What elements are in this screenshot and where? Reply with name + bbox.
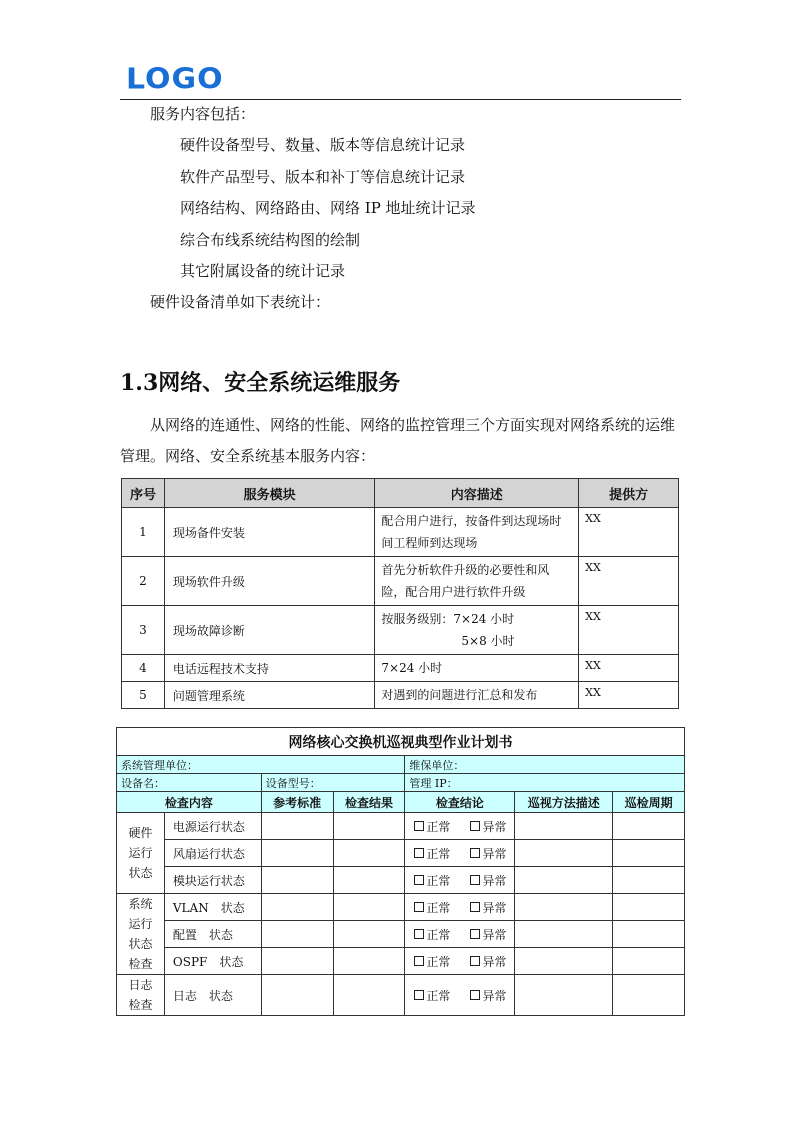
method-cell[interactable] [515,948,613,975]
abnormal-label: 异常 [482,846,507,861]
row-number: 3 [122,606,165,655]
inspection-form [116,727,685,1016]
column-header: 服务模块 [164,479,374,508]
check-item: 风扇运行状态 [164,840,261,867]
group-label-line: 检查 [128,998,153,1012]
abnormal-label: 异常 [482,927,507,942]
reference-cell[interactable] [261,840,333,867]
cycle-cell[interactable] [613,813,685,840]
service-item: 综合布线系统结构图的绘制 [180,231,361,249]
mgmt-ip-field: 管理 IP： [405,774,685,792]
abnormal-label: 异常 [482,900,507,915]
column-header: 检查结论 [405,792,515,813]
normal-checkbox[interactable] [414,990,424,1000]
table-row [122,606,679,655]
column-header: 检查结果 [333,792,405,813]
reference-cell[interactable] [261,867,333,894]
method-cell[interactable] [515,813,613,840]
row-number: 4 [122,655,165,682]
column-header: 巡检周期 [613,792,685,813]
table-header-row [122,479,679,508]
group-label-line: 日志 [128,978,153,992]
normal-label: 正常 [426,819,451,834]
group-label-line: 检查 [128,957,153,971]
row-number: 1 [122,508,165,557]
column-header: 检查内容 [117,792,262,813]
group-label-line: 运行 [128,846,153,860]
result-cell[interactable] [333,813,405,840]
column-header: 提供方 [579,479,679,508]
conclusion-cell [405,975,515,1016]
result-cell[interactable] [333,975,405,1016]
row-provider: XX [579,557,679,606]
abnormal-checkbox[interactable] [470,848,480,858]
group-label-line: 运行 [128,917,153,931]
group-label-system [117,894,165,975]
table-row [117,840,685,867]
device-model-field: 设备型号： [261,774,405,792]
abnormal-checkbox[interactable] [470,902,480,912]
cycle-cell[interactable] [613,867,685,894]
normal-label: 正常 [426,873,451,888]
column-header: 序号 [122,479,165,508]
hardware-list-label: 硬件设备清单如下表统计： [150,293,331,311]
header-divider [120,99,681,100]
normal-checkbox[interactable] [414,902,424,912]
abnormal-label: 异常 [482,954,507,969]
service-item: 硬件设备型号、数量、版本等信息统计记录 [180,136,466,154]
check-item: 模块运行状态 [164,867,261,894]
service-item: 网络结构、网络路由、网络 IP 地址统计记录 [180,199,476,217]
cycle-cell[interactable] [613,921,685,948]
row-provider: XX [579,508,679,557]
row-module: 现场软件升级 [164,557,374,606]
result-cell[interactable] [333,867,405,894]
table-row [117,948,685,975]
reference-cell[interactable] [261,921,333,948]
conclusion-cell [405,867,515,894]
table-row [117,867,685,894]
result-cell[interactable] [333,894,405,921]
conclusion-cell [405,813,515,840]
row-description: 配合用户进行，按备件到达现场时间工程师到达现场 [375,508,579,557]
normal-checkbox[interactable] [414,821,424,831]
row-description [375,606,579,655]
method-cell[interactable] [515,840,613,867]
row-module: 现场备件安装 [164,508,374,557]
row-description: 对遇到的问题进行汇总和发布 [375,682,579,709]
abnormal-checkbox[interactable] [470,990,480,1000]
column-header: 巡视方法描述 [515,792,613,813]
row-number: 2 [122,557,165,606]
section-paragraph: 从网络的连通性、网络的性能、网络的监控管理三个方面实现对网络系统的运维管理。网络、安全系统基本服务内容： [120,416,676,465]
abnormal-checkbox[interactable] [470,956,480,966]
row-module: 现场故障诊断 [164,606,374,655]
normal-checkbox[interactable] [414,875,424,885]
group-label-line: 状态 [128,937,153,951]
row-description: 首先分析软件升级的必要性和风险，配合用户进行软件升级 [375,557,579,606]
column-header: 内容描述 [375,479,579,508]
abnormal-label: 异常 [482,819,507,834]
maint-unit-field: 维保单位： [405,756,685,774]
result-cell[interactable] [333,948,405,975]
abnormal-checkbox[interactable] [470,875,480,885]
service-item: 软件产品型号、版本和补丁等信息统计记录 [180,168,466,186]
group-label-line: 状态 [128,866,153,880]
row-module: 电话远程技术支持 [164,655,374,682]
normal-label: 正常 [426,900,451,915]
cycle-cell[interactable] [613,894,685,921]
services-label: 服务内容包括： [150,105,256,123]
method-cell[interactable] [515,975,613,1016]
method-cell[interactable] [515,867,613,894]
row-provider: XX [579,606,679,655]
table-row [122,682,679,709]
service-item: 其它附属设备的统计记录 [180,262,346,280]
table-row [117,921,685,948]
check-item: OSPF 状态 [164,948,261,975]
normal-checkbox[interactable] [414,956,424,966]
table-row [122,557,679,606]
group-label-line: 硬件 [128,826,153,840]
row-provider: XX [579,682,679,709]
reference-cell[interactable] [261,975,333,1016]
conclusion-cell [405,840,515,867]
abnormal-label: 异常 [482,988,507,1003]
mgmt-unit-field: 系统管理单位： [117,756,405,774]
table-row [122,508,679,557]
service-table [121,478,679,709]
device-name-field: 设备名： [117,774,262,792]
normal-label: 正常 [426,988,451,1003]
normal-checkbox[interactable] [414,929,424,939]
reference-cell[interactable] [261,894,333,921]
group-label-log [117,975,165,1016]
table-row [117,813,685,840]
abnormal-label: 异常 [482,873,507,888]
cycle-cell[interactable] [613,840,685,867]
row-description: 7×24 小时 [375,655,579,682]
normal-checkbox[interactable] [414,848,424,858]
row-module: 问题管理系统 [164,682,374,709]
abnormal-checkbox[interactable] [470,929,480,939]
service-level-line: 按服务级别：7×24 小时 [381,612,515,626]
service-level-line: 5×8 小时 [461,634,515,648]
reference-cell[interactable] [261,948,333,975]
result-cell[interactable] [333,921,405,948]
section-heading: 1.3网络、安全系统运维服务 [120,370,401,396]
conclusion-cell [405,921,515,948]
normal-label: 正常 [426,954,451,969]
row-number: 5 [122,682,165,709]
column-header: 参考标准 [261,792,333,813]
row-provider: XX [579,655,679,682]
form-title: 网络核心交换机巡视典型作业计划书 [117,728,685,756]
conclusion-cell [405,948,515,975]
check-item: 日志 状态 [164,975,261,1016]
normal-label: 正常 [426,846,451,861]
method-cell[interactable] [515,921,613,948]
normal-label: 正常 [426,927,451,942]
check-item: VLAN 状态 [164,894,261,921]
table-row [122,655,679,682]
table-row [117,975,685,1016]
reference-cell[interactable] [261,813,333,840]
group-label-hardware [117,813,165,894]
result-cell[interactable] [333,840,405,867]
abnormal-checkbox[interactable] [470,821,480,831]
group-label-line: 系统 [128,897,153,911]
conclusion-cell [405,894,515,921]
cycle-cell[interactable] [613,948,685,975]
check-item: 电源运行状态 [164,813,261,840]
logo: LOGO [126,62,224,97]
cycle-cell[interactable] [613,975,685,1016]
table-row [117,894,685,921]
method-cell[interactable] [515,894,613,921]
check-item: 配置 状态 [164,921,261,948]
